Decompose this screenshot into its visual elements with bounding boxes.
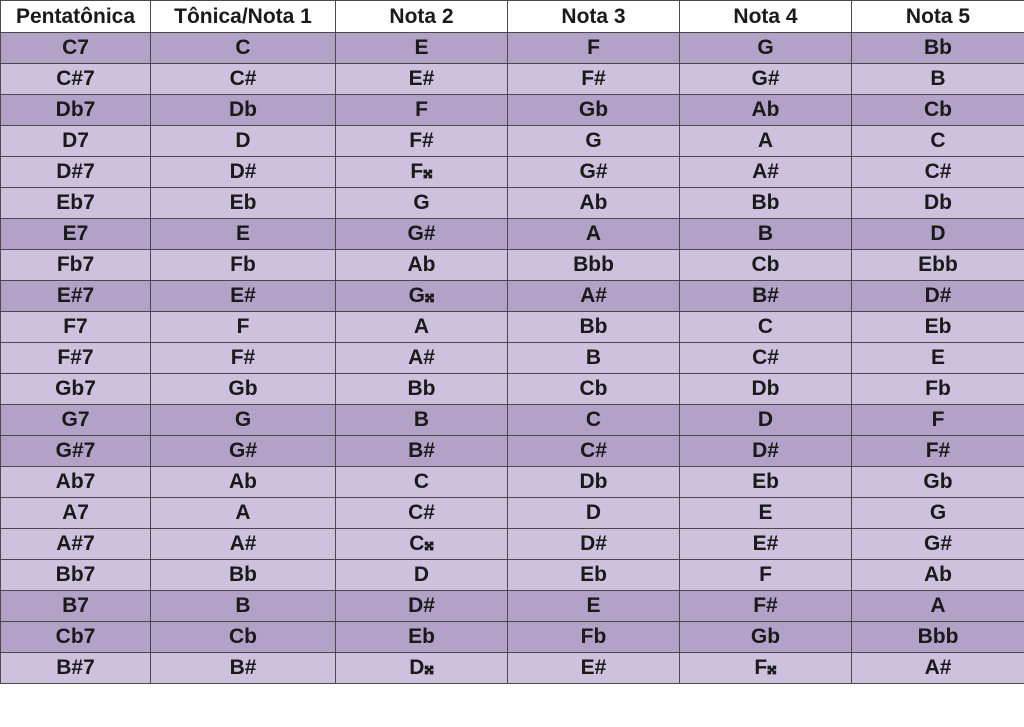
table-row [1,436,1024,467]
table-row [1,374,1024,405]
cell-pentatonica: C#7 [1,64,151,95]
cell-nota-5: Fb [852,374,1024,405]
cell-nota-5: F [852,405,1024,436]
cell-nota-2: F# [336,126,508,157]
cell-nota-5: Bbb [852,622,1024,653]
cell-nota-5: A [852,591,1024,622]
cell-nota-4: G# [680,64,852,95]
cell-nota-5: Eb [852,312,1024,343]
cell-nota-2: B# [336,436,508,467]
cell-pentatonica: Db7 [1,95,151,126]
table-row [1,622,1024,653]
cell-pentatonica: Eb7 [1,188,151,219]
header-nota-3: Nota 3 [508,1,680,33]
cell-nota-3: G [508,126,680,157]
cell-nota-3: Eb [508,560,680,591]
cell-nota-3: Bb [508,312,680,343]
cell-nota-5: C# [852,157,1024,188]
cell-nota-2: D [336,560,508,591]
cell-nota-2: G𝄪 [336,281,508,312]
cell-nota-2: Eb [336,622,508,653]
cell-nota-2: F𝄪 [336,157,508,188]
cell-pentatonica: F7 [1,312,151,343]
table-row [1,343,1024,374]
cell-nota-2: F [336,95,508,126]
cell-nota-2: C [336,467,508,498]
cell-nota-4: D [680,405,852,436]
cell-tonica: Fb [151,250,336,281]
table-row [1,467,1024,498]
cell-nota-5: E [852,343,1024,374]
cell-tonica: Eb [151,188,336,219]
cell-nota-3: A [508,219,680,250]
cell-nota-3: D# [508,529,680,560]
cell-nota-3: B [508,343,680,374]
table-row [1,157,1024,188]
cell-nota-4: F𝄪 [680,653,852,684]
cell-tonica: E [151,219,336,250]
cell-tonica: D# [151,157,336,188]
cell-nota-2: D# [336,591,508,622]
cell-tonica: F [151,312,336,343]
header-nota-2: Nota 2 [336,1,508,33]
cell-nota-5: G# [852,529,1024,560]
cell-nota-3: E# [508,653,680,684]
cell-pentatonica: G#7 [1,436,151,467]
cell-tonica: D [151,126,336,157]
cell-pentatonica: E#7 [1,281,151,312]
cell-pentatonica: B7 [1,591,151,622]
cell-nota-3: Gb [508,95,680,126]
cell-nota-5: Ebb [852,250,1024,281]
cell-nota-2: C𝄪 [336,529,508,560]
cell-nota-4: G [680,33,852,64]
cell-pentatonica: A7 [1,498,151,529]
cell-nota-2: Bb [336,374,508,405]
cell-nota-5: Bb [852,33,1024,64]
cell-nota-5: Ab [852,560,1024,591]
cell-nota-3: E [508,591,680,622]
cell-nota-4: C [680,312,852,343]
cell-nota-4: Eb [680,467,852,498]
cell-tonica: G [151,405,336,436]
table-row [1,498,1024,529]
cell-nota-2: C# [336,498,508,529]
cell-nota-3: F [508,33,680,64]
cell-nota-4: C# [680,343,852,374]
cell-nota-2: A# [336,343,508,374]
header-row [1,1,1024,33]
cell-pentatonica: G7 [1,405,151,436]
cell-nota-4: F# [680,591,852,622]
cell-nota-4: E# [680,529,852,560]
cell-nota-2: G# [336,219,508,250]
cell-nota-4: F [680,560,852,591]
cell-tonica: Db [151,95,336,126]
cell-pentatonica: A#7 [1,529,151,560]
cell-tonica: B [151,591,336,622]
cell-nota-2: A [336,312,508,343]
cell-tonica: F# [151,343,336,374]
cell-nota-4: A# [680,157,852,188]
cell-nota-2: E [336,33,508,64]
cell-pentatonica: Gb7 [1,374,151,405]
table-row [1,405,1024,436]
table-body [1,33,1024,684]
cell-pentatonica: Cb7 [1,622,151,653]
cell-nota-4: A [680,126,852,157]
cell-tonica: C# [151,64,336,95]
cell-nota-3: Ab [508,188,680,219]
header-pentatonica: Pentatônica [1,1,151,33]
cell-tonica: A [151,498,336,529]
cell-nota-4: Gb [680,622,852,653]
cell-nota-5: A# [852,653,1024,684]
cell-nota-2: D𝄪 [336,653,508,684]
cell-nota-4: D# [680,436,852,467]
cell-nota-5: C [852,126,1024,157]
cell-pentatonica: Fb7 [1,250,151,281]
table-row [1,591,1024,622]
cell-pentatonica: Ab7 [1,467,151,498]
cell-tonica: B# [151,653,336,684]
cell-pentatonica: C7 [1,33,151,64]
cell-nota-2: G [336,188,508,219]
table-row [1,64,1024,95]
cell-tonica: E# [151,281,336,312]
table-row [1,188,1024,219]
cell-nota-3: Db [508,467,680,498]
cell-pentatonica: F#7 [1,343,151,374]
cell-nota-3: G# [508,157,680,188]
table-row [1,312,1024,343]
cell-nota-4: B# [680,281,852,312]
cell-nota-5: Gb [852,467,1024,498]
cell-nota-3: A# [508,281,680,312]
cell-pentatonica: D7 [1,126,151,157]
cell-nota-4: B [680,219,852,250]
cell-nota-3: C [508,405,680,436]
cell-nota-2: B [336,405,508,436]
cell-nota-2: Ab [336,250,508,281]
cell-pentatonica: B#7 [1,653,151,684]
cell-nota-5: F# [852,436,1024,467]
cell-nota-3: D [508,498,680,529]
table-row [1,95,1024,126]
table-row [1,126,1024,157]
cell-tonica: Bb [151,560,336,591]
table-row [1,33,1024,64]
cell-tonica: A# [151,529,336,560]
cell-nota-3: Cb [508,374,680,405]
cell-pentatonica: D#7 [1,157,151,188]
cell-nota-5: D [852,219,1024,250]
cell-nota-4: E [680,498,852,529]
cell-nota-5: B [852,64,1024,95]
header-nota-5: Nota 5 [852,1,1024,33]
header-tonica-nota-1: Tônica/Nota 1 [151,1,336,33]
cell-nota-5: Db [852,188,1024,219]
cell-nota-3: F# [508,64,680,95]
cell-tonica: C [151,33,336,64]
table-row [1,250,1024,281]
table-row [1,281,1024,312]
header-nota-4: Nota 4 [680,1,852,33]
cell-nota-4: Cb [680,250,852,281]
cell-nota-4: Ab [680,95,852,126]
table-row [1,529,1024,560]
table-row [1,560,1024,591]
cell-nota-3: C# [508,436,680,467]
cell-tonica: Cb [151,622,336,653]
cell-nota-5: G [852,498,1024,529]
cell-nota-5: Cb [852,95,1024,126]
table-row [1,219,1024,250]
cell-tonica: Gb [151,374,336,405]
cell-nota-4: Db [680,374,852,405]
table-row [1,653,1024,684]
cell-nota-4: Bb [680,188,852,219]
cell-pentatonica: E7 [1,219,151,250]
cell-nota-3: Fb [508,622,680,653]
cell-nota-5: D# [852,281,1024,312]
cell-pentatonica: Bb7 [1,560,151,591]
cell-nota-2: E# [336,64,508,95]
cell-tonica: Ab [151,467,336,498]
table-header [1,1,1024,33]
cell-tonica: G# [151,436,336,467]
cell-nota-3: Bbb [508,250,680,281]
